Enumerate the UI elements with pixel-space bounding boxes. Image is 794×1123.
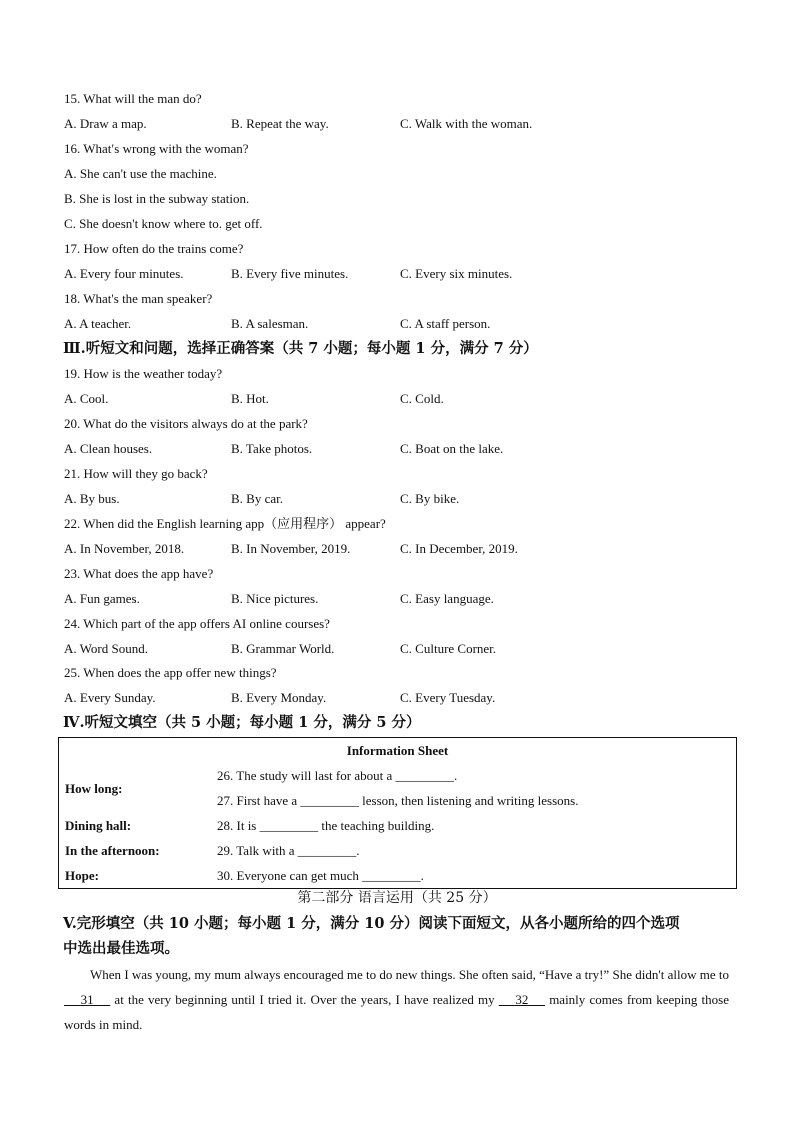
question-21-option-a: A. By bus.	[64, 491, 120, 506]
item-28: 28. It is _________ the teaching building.	[217, 818, 435, 833]
section-3-heading: Ⅲ.听短文和问题，选择正确答案（共 7 小题；每小题 1 分，满分 7 分）	[63, 340, 538, 357]
question-25-option-c: C. Every Tuesday.	[400, 690, 496, 705]
question-22-option-c: C. In December, 2019.	[400, 541, 518, 556]
dining-hall-label: Dining hall:	[65, 818, 132, 833]
blank-32: 32	[498, 992, 546, 1007]
question-24-option-c: C. Culture Corner.	[400, 641, 497, 656]
question-23-option-c: C. Easy language.	[400, 591, 494, 606]
section-5-heading-line-2: 中选出最佳选项。	[63, 940, 179, 957]
question-22-option-a: A. In November, 2018.	[64, 541, 185, 556]
question-21-option-c: C. By bike.	[400, 491, 460, 506]
item-29: 29. Talk with a _________.	[217, 843, 360, 858]
question-25-option-a: A. Every Sunday.	[64, 690, 156, 705]
question-19-option-a: A. Cool.	[64, 391, 109, 406]
passage-text-2: at the very beginning until I tried it. Over the years, I have realized my	[110, 992, 499, 1007]
question-15-option-a: A. Draw a map.	[64, 116, 147, 131]
table-row	[59, 838, 737, 863]
question-25-stem: 25. When does the app offer new things?	[64, 665, 277, 680]
blank-31: 31	[64, 992, 111, 1007]
table-row	[59, 813, 737, 838]
question-18-option-c: C. A staff person.	[400, 316, 491, 331]
table-row	[59, 763, 737, 788]
question-24-stem: 24. Which part of the app offers AI online courses?	[64, 616, 330, 631]
question-16-option-a: A. She can't use the machine.	[64, 166, 217, 181]
question-24-option-a: A. Word Sound.	[64, 641, 148, 656]
section-5-heading-line-1: V.完形填空（共 10 小题；每小题 1 分，满分 10 分）阅读下面短文，从各小题所给的四个选项	[63, 915, 680, 932]
question-23-stem: 23. What does the app have?	[64, 566, 214, 581]
passage-text-3: mainly comes from keeping those words in mind.	[64, 992, 729, 1032]
afternoon-label: In the afternoon:	[65, 843, 160, 858]
passage-paragraph	[64, 962, 729, 1037]
question-20-stem: 20. What do the visitors always do at the park?	[64, 416, 308, 431]
item-27: 27. First have a _________ lesson, then listening and writing lessons.	[217, 793, 579, 808]
question-20-option-a: A. Clean houses.	[64, 441, 153, 456]
question-22-option-b: B. In November, 2019.	[231, 541, 351, 556]
question-16-stem: 16. What′s wrong with the woman?	[64, 141, 249, 156]
question-22-stem: 22. When did the English learning app（应用程序） appear?	[64, 516, 386, 531]
question-23-option-a: A. Fun games.	[64, 591, 140, 606]
information-sheet-title: Information Sheet	[346, 743, 449, 758]
question-15-option-c: C. Walk with the woman.	[400, 116, 533, 131]
question-25-option-b: B. Every Monday.	[231, 690, 327, 705]
hope-label: Hope:	[65, 868, 99, 883]
table-row	[59, 863, 737, 889]
table-row	[59, 738, 737, 764]
question-16-option-c: C. She doesn't know where to. get off.	[64, 216, 263, 231]
section-4-heading: Ⅳ.听短文填空（共 5 小题；每小题 1 分，满分 5 分）	[63, 714, 421, 731]
question-15-option-b: B. Repeat the way.	[231, 116, 329, 131]
part-2-heading: 第二部分 语言运用（共 25 分）	[297, 890, 497, 906]
question-17-option-b: B. Every five minutes.	[231, 266, 349, 281]
question-23-option-b: B. Nice pictures.	[231, 591, 319, 606]
item-30: 30. Everyone can get much _________.	[217, 868, 424, 883]
question-19-option-b: B. Hot.	[231, 391, 269, 406]
question-15-stem: 15. What will the man do?	[64, 91, 202, 106]
question-17-stem: 17. How often do the trains come?	[64, 241, 244, 256]
question-21-option-b: B. By car.	[231, 491, 283, 506]
information-sheet-table	[58, 737, 737, 889]
question-20-option-c: C. Boat on the lake.	[400, 441, 504, 456]
question-24-option-b: B. Grammar World.	[231, 641, 335, 656]
passage-text-1: When I was young, my mum always encouraged me to do new things. She often said, “Have a try!” She didn't allow me to	[90, 967, 729, 982]
question-18-option-a: A. A teacher.	[64, 316, 132, 331]
question-17-option-c: C. Every six minutes.	[400, 266, 513, 281]
question-19-option-c: C. Cold.	[400, 391, 444, 406]
question-17-option-a: A. Every four minutes.	[64, 266, 184, 281]
item-26: 26. The study will last for about a _________.	[217, 768, 458, 783]
question-21-stem: 21. How will they go back?	[64, 466, 208, 481]
question-18-option-b: B. A salesman.	[231, 316, 309, 331]
question-16-option-b: B. She is lost in the subway station.	[64, 191, 250, 206]
question-19-stem: 19. How is the weather today?	[64, 366, 223, 381]
question-20-option-b: B. Take photos.	[231, 441, 313, 456]
question-18-stem: 18. What's the man speaker?	[64, 291, 213, 306]
cloze-passage	[64, 962, 729, 1037]
how-long-label: How long:	[65, 780, 123, 796]
